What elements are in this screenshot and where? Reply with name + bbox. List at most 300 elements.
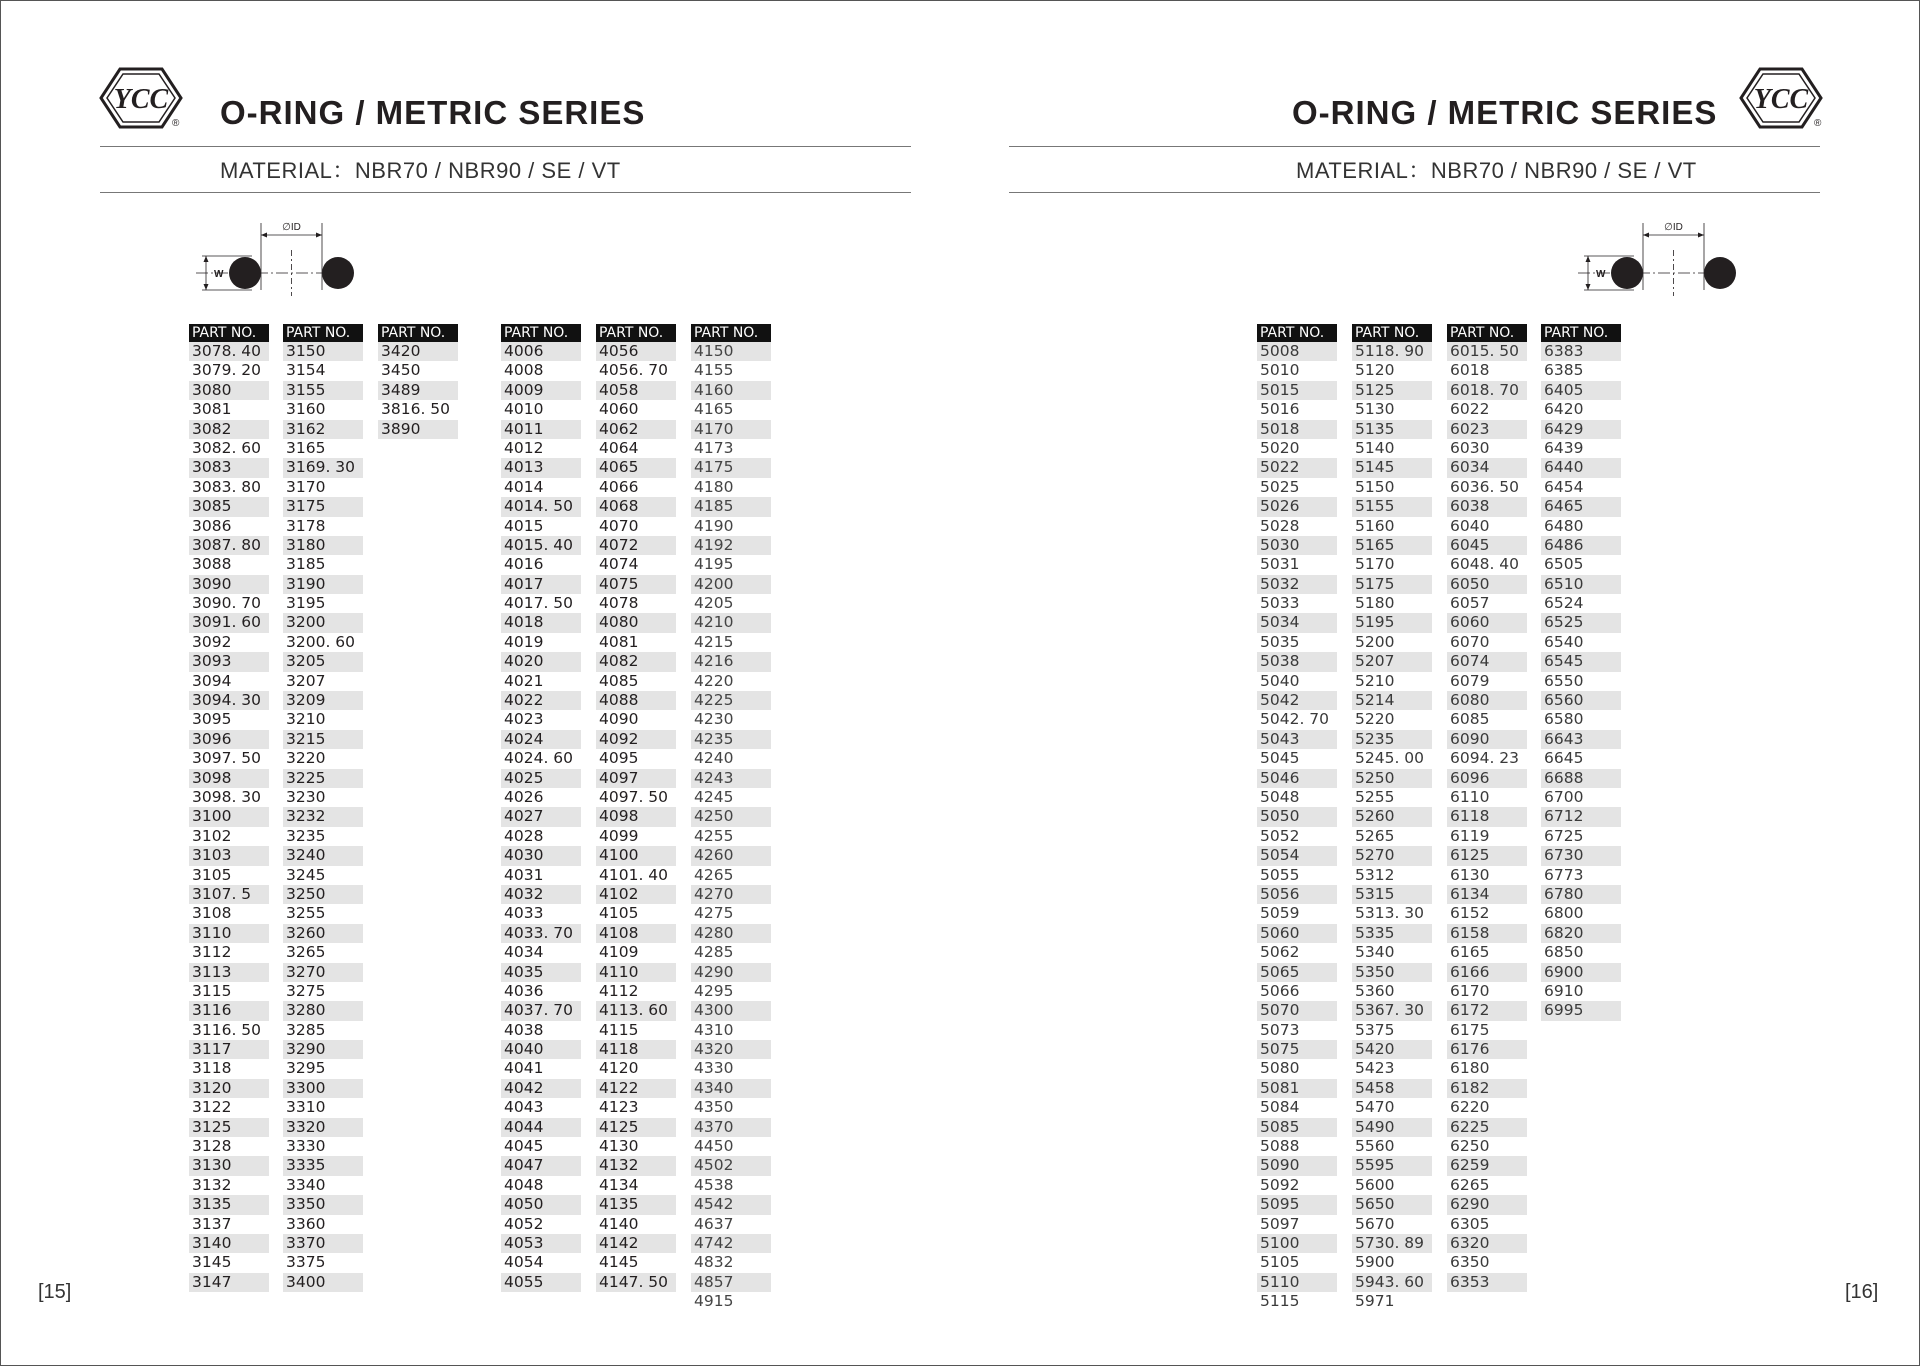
part-number-cell: 6910: [1544, 981, 1584, 1000]
part-number-cell: 4045: [504, 1137, 544, 1156]
part-number-cell: 4068: [596, 497, 676, 516]
part-number-cell: 3122: [192, 1098, 232, 1117]
part-number-cell: 5175: [1352, 575, 1432, 594]
part-number-cell: 4118: [596, 1040, 676, 1059]
part-number-cell: 3116: [189, 1001, 269, 1020]
part-number-cell: 4150: [691, 342, 771, 361]
part-number-cell: 5130: [1355, 400, 1395, 419]
part-number-cell: 4330: [694, 1059, 734, 1078]
part-number-cell: 6465: [1541, 497, 1621, 516]
part-number-cell: 5066: [1260, 981, 1300, 1000]
part-number-cell: 4031: [504, 865, 544, 884]
part-list: [1257, 342, 1337, 1312]
part-number-cell: 6250: [1450, 1137, 1490, 1156]
part-number-cell: 3130: [189, 1156, 269, 1175]
part-number-cell: 3098. 30: [192, 787, 262, 806]
part-number-cell: 4125: [596, 1118, 676, 1137]
part-number-cell: 4008: [504, 361, 544, 380]
part-number-cell: 3090. 70: [192, 594, 262, 613]
part-number-cell: 3230: [286, 787, 326, 806]
part-number-cell: 5220: [1355, 710, 1395, 729]
part-number-cell: 4300: [691, 1001, 771, 1020]
part-number-cell: 6820: [1541, 924, 1621, 943]
part-number-cell: 3083: [189, 458, 269, 477]
part-number-cell: 6018. 70: [1447, 381, 1527, 400]
part-number-cell: 4033. 70: [501, 924, 581, 943]
part-number-cell: 6440: [1541, 458, 1621, 477]
part-number-cell: 4028: [504, 826, 544, 845]
part-number-cell: 3260: [283, 924, 363, 943]
part-number-cell: 4090: [599, 710, 639, 729]
part-number-cell: 3102: [192, 826, 232, 845]
part-number-cell: 6134: [1447, 885, 1527, 904]
part-number-cell: 3147: [189, 1273, 269, 1292]
part-number-cell: 6480: [1544, 516, 1584, 535]
part-number-cell: 5084: [1260, 1098, 1300, 1117]
part-number-cell: 6385: [1544, 361, 1584, 380]
part-number-cell: 4012: [504, 438, 544, 457]
part-number-cell: 4062: [596, 420, 676, 439]
part-number-cell: 3215: [283, 730, 363, 749]
part-number-cell: 4265: [694, 865, 734, 884]
part-number-cell: 4060: [599, 400, 639, 419]
part-number-cell: 3150: [283, 342, 363, 361]
part-number-cell: 6225: [1447, 1118, 1527, 1137]
part-number-cell: 5255: [1355, 787, 1395, 806]
part-list: [1447, 342, 1527, 1292]
part-number-cell: 3125: [189, 1118, 269, 1137]
part-number-cell: 5042. 70: [1260, 710, 1330, 729]
part-number-cell: 4017. 50: [504, 594, 574, 613]
part-number-cell: 6080: [1447, 691, 1527, 710]
svg-text:YCC: YCC: [113, 84, 169, 115]
part-number-cell: 4017: [501, 575, 581, 594]
part-number-cell: 3086: [192, 516, 232, 535]
part-number-cell: 3093: [189, 652, 269, 671]
part-number-cell: 6265: [1450, 1175, 1490, 1194]
part-number-cell: 4064: [599, 438, 639, 457]
part-number-cell: 4047: [501, 1156, 581, 1175]
part-number-cell: 4108: [596, 924, 676, 943]
part-number-cell: 4109: [599, 943, 639, 962]
part-number-cell: 4113. 60: [596, 1001, 676, 1020]
part-number-cell: 4048: [504, 1175, 544, 1194]
part-number-cell: 5650: [1352, 1195, 1432, 1214]
part-number-cell: 3420: [378, 342, 458, 361]
part-no-header: PART NO.: [189, 324, 269, 342]
part-number-cell: 5040: [1260, 671, 1300, 690]
part-number-cell: 4098: [596, 807, 676, 826]
part-number-cell: 3087. 80: [189, 536, 269, 555]
part-number-cell: 5150: [1355, 477, 1395, 496]
page-number: [16]: [1845, 1281, 1879, 1303]
part-number-cell: 6290: [1447, 1195, 1527, 1214]
part-number-cell: 3128: [192, 1137, 232, 1156]
part-number-cell: 5670: [1355, 1214, 1395, 1233]
part-number-cell: 5045: [1260, 749, 1300, 768]
part-number-cell: 3300: [283, 1079, 363, 1098]
part-number-cell: 4210: [691, 613, 771, 632]
part-number-cell: 4538: [694, 1175, 734, 1194]
part-number-cell: 4032: [501, 885, 581, 904]
part-number-cell: 4185: [691, 497, 771, 516]
part-number-cell: 3360: [286, 1214, 326, 1233]
part-number-cell: 3165: [286, 438, 326, 457]
part-number-cell: 3116. 50: [192, 1020, 262, 1039]
title-rule: [1009, 146, 1820, 147]
o-ring-diagram: [1578, 218, 1748, 303]
part-number-cell: 4085: [599, 671, 639, 690]
part-number-cell: 4015: [504, 516, 544, 535]
part-column: [1257, 324, 1337, 1312]
ycc-logo: [1738, 66, 1828, 136]
part-number-cell: 6172: [1447, 1001, 1527, 1020]
part-number-cell: 5033: [1260, 594, 1300, 613]
part-number-cell: 6040: [1450, 516, 1490, 535]
part-number-cell: 4100: [596, 846, 676, 865]
part-number-cell: 4220: [694, 671, 734, 690]
part-number-cell: 5042: [1257, 691, 1337, 710]
part-number-cell: 3081: [192, 400, 232, 419]
part-number-cell: 6439: [1544, 438, 1584, 457]
part-number-cell: 3135: [189, 1195, 269, 1214]
part-number-cell: 6045: [1447, 536, 1527, 555]
part-number-cell: 3290: [283, 1040, 363, 1059]
registered-mark: ®: [172, 118, 180, 129]
part-number-cell: 4165: [694, 400, 734, 419]
part-number-cell: 6074: [1447, 652, 1527, 671]
part-number-cell: 4102: [596, 885, 676, 904]
part-column: [596, 324, 676, 1292]
part-number-cell: 3079. 20: [192, 361, 262, 380]
part-number-cell: 5250: [1352, 769, 1432, 788]
part-number-cell: 5165: [1352, 536, 1432, 555]
part-number-cell: 5110: [1257, 1273, 1337, 1292]
part-number-cell: 6405: [1541, 381, 1621, 400]
part-number-cell: 5016: [1260, 400, 1300, 419]
part-number-cell: 5048: [1260, 787, 1300, 806]
part-number-cell: 4160: [691, 381, 771, 400]
part-number-cell: 4101. 40: [599, 865, 669, 884]
part-number-cell: 4255: [694, 826, 734, 845]
part-number-cell: 6524: [1544, 594, 1584, 613]
part-list: [283, 342, 363, 1292]
part-number-cell: 3082: [189, 420, 269, 439]
part-number-cell: 3090: [189, 575, 269, 594]
part-number-cell: 3265: [286, 943, 326, 962]
part-number-cell: 3370: [283, 1234, 363, 1253]
part-number-cell: 3250: [283, 885, 363, 904]
part-number-cell: 6900: [1541, 963, 1621, 982]
part-number-cell: 3107. 5: [189, 885, 269, 904]
part-number-cell: 4038: [504, 1020, 544, 1039]
part-number-cell: 4026: [504, 787, 544, 806]
part-number-cell: 4857: [691, 1273, 771, 1292]
part-number-cell: 3245: [286, 865, 326, 884]
part-number-cell: 4033: [504, 904, 544, 923]
part-number-cell: 3209: [283, 691, 363, 710]
part-number-cell: 4275: [694, 904, 734, 923]
part-number-cell: 3175: [283, 497, 363, 516]
part-number-cell: 3103: [189, 846, 269, 865]
part-number-cell: 5031: [1260, 555, 1300, 574]
part-number-cell: 4243: [691, 769, 771, 788]
part-number-cell: 5195: [1352, 613, 1432, 632]
part-number-cell: 3207: [286, 671, 326, 690]
part-number-cell: 5092: [1260, 1175, 1300, 1194]
part-number-cell: 6220: [1450, 1098, 1490, 1117]
part-list: [1541, 342, 1621, 1021]
part-number-cell: 5600: [1355, 1175, 1395, 1194]
part-number-cell: 3285: [286, 1020, 326, 1039]
part-number-cell: 6176: [1447, 1040, 1527, 1059]
part-number-cell: 3200. 60: [286, 632, 356, 651]
part-number-cell: 4216: [691, 652, 771, 671]
part-number-cell: 5200: [1355, 632, 1395, 651]
part-number-cell: 5055: [1260, 865, 1300, 884]
part-number-cell: 6030: [1450, 438, 1490, 457]
part-number-cell: 3095: [192, 710, 232, 729]
part-number-cell: 6429: [1541, 420, 1621, 439]
material-rule: [100, 192, 911, 193]
part-number-cell: 4295: [694, 981, 734, 1000]
part-no-header: PART NO.: [596, 324, 676, 342]
part-number-cell: 5490: [1352, 1118, 1432, 1137]
part-number-cell: 4832: [694, 1253, 734, 1272]
part-number-cell: 4074: [599, 555, 639, 574]
part-number-cell: 4180: [694, 477, 734, 496]
part-number-cell: 3120: [189, 1079, 269, 1098]
part-number-cell: 5018: [1257, 420, 1337, 439]
part-number-cell: 5207: [1352, 652, 1432, 671]
part-number-cell: 6170: [1450, 981, 1490, 1000]
part-number-cell: 3097. 50: [192, 749, 262, 768]
part-number-cell: 6780: [1541, 885, 1621, 904]
part-number-cell: 6034: [1447, 458, 1527, 477]
part-column: [189, 324, 269, 1292]
part-number-cell: 4270: [691, 885, 771, 904]
part-number-cell: 4020: [501, 652, 581, 671]
title-rule: [100, 146, 911, 147]
part-number-cell: 5900: [1355, 1253, 1395, 1272]
part-number-cell: 3132: [192, 1175, 232, 1194]
part-number-cell: 5028: [1260, 516, 1300, 535]
part-number-cell: 5375: [1355, 1020, 1395, 1039]
part-number-cell: 4370: [691, 1118, 771, 1137]
part-number-cell: 6560: [1541, 691, 1621, 710]
part-number-cell: 4058: [596, 381, 676, 400]
part-number-cell: 6048. 40: [1450, 555, 1520, 574]
part-number-cell: 6050: [1447, 575, 1527, 594]
part-number-cell: 5260: [1352, 807, 1432, 826]
part-number-cell: 3145: [192, 1253, 232, 1272]
part-number-cell: 3210: [286, 710, 326, 729]
part-number-cell: 3091. 60: [189, 613, 269, 632]
part-number-cell: 3180: [283, 536, 363, 555]
part-number-cell: 5008: [1257, 342, 1337, 361]
material-line: MATERIAL：NBR70 / NBR90 / SE / VT: [220, 158, 621, 183]
part-number-cell: 6454: [1544, 477, 1584, 496]
part-number-cell: 5073: [1260, 1020, 1300, 1039]
part-number-cell: 4250: [691, 807, 771, 826]
part-number-cell: 4290: [691, 963, 771, 982]
part-number-cell: 5423: [1355, 1059, 1395, 1078]
part-number-cell: 3118: [192, 1059, 232, 1078]
part-number-cell: 5265: [1355, 826, 1395, 845]
part-number-cell: 4135: [596, 1195, 676, 1214]
svg-text:∅ID: ∅ID: [1664, 222, 1683, 233]
part-number-cell: 3088: [192, 555, 232, 574]
part-number-cell: 5155: [1352, 497, 1432, 516]
part-number-cell: 5100: [1257, 1234, 1337, 1253]
part-number-cell: 4040: [501, 1040, 581, 1059]
part-number-cell: 6152: [1450, 904, 1490, 923]
part-number-cell: 4240: [694, 749, 734, 768]
part-number-cell: 5026: [1257, 497, 1337, 516]
part-number-cell: 6180: [1450, 1059, 1490, 1078]
part-number-cell: 6730: [1541, 846, 1621, 865]
part-number-cell: 5010: [1260, 361, 1300, 380]
part-number-cell: 4042: [501, 1079, 581, 1098]
part-number-cell: 5270: [1352, 846, 1432, 865]
part-number-cell: 4450: [694, 1137, 734, 1156]
part-number-cell: 6165: [1450, 943, 1490, 962]
part-number-cell: 3220: [286, 749, 326, 768]
part-number-cell: 4011: [501, 420, 581, 439]
part-number-cell: 5081: [1257, 1079, 1337, 1098]
part-number-cell: 4123: [599, 1098, 639, 1117]
part-number-cell: 3108: [192, 904, 232, 923]
part-number-cell: 5140: [1355, 438, 1395, 457]
part-number-cell: 4195: [694, 555, 734, 574]
part-number-cell: 4142: [596, 1234, 676, 1253]
part-number-cell: 6486: [1541, 536, 1621, 555]
part-number-cell: 6166: [1447, 963, 1527, 982]
part-number-cell: 4035: [501, 963, 581, 982]
part-number-cell: 4070: [599, 516, 639, 535]
part-no-header: PART NO.: [1541, 324, 1621, 342]
part-number-cell: 3350: [283, 1195, 363, 1214]
part-number-cell: 4041: [504, 1059, 544, 1078]
part-number-cell: 3085: [189, 497, 269, 516]
part-number-cell: 6645: [1544, 749, 1584, 768]
part-number-cell: 4235: [691, 730, 771, 749]
part-number-cell: 5038: [1257, 652, 1337, 671]
part-number-cell: 4015. 40: [501, 536, 581, 555]
part-number-cell: 4175: [691, 458, 771, 477]
part-number-cell: 6096: [1447, 769, 1527, 788]
part-number-cell: 5420: [1352, 1040, 1432, 1059]
part-number-cell: 3094. 30: [189, 691, 269, 710]
part-number-cell: 3169. 30: [283, 458, 363, 477]
part-number-cell: 4190: [694, 516, 734, 535]
part-number-cell: 3330: [286, 1137, 326, 1156]
part-column: [1352, 324, 1432, 1312]
part-number-cell: 4021: [504, 671, 544, 690]
part-number-cell: 6320: [1447, 1234, 1527, 1253]
part-list: [691, 342, 771, 1312]
page-title: O-RING / METRIC SERIES: [220, 94, 646, 131]
part-number-cell: 4052: [504, 1214, 544, 1233]
part-number-cell: 5035: [1260, 632, 1300, 651]
part-number-cell: 4542: [691, 1195, 771, 1214]
part-number-cell: 3190: [283, 575, 363, 594]
part-number-cell: 6158: [1447, 924, 1527, 943]
part-number-cell: 4095: [599, 749, 639, 768]
part-number-cell: 5125: [1352, 381, 1432, 400]
part-no-header: PART NO.: [501, 324, 581, 342]
part-column: [501, 324, 581, 1292]
part-number-cell: 6015. 50: [1447, 342, 1527, 361]
part-number-cell: 6773: [1544, 865, 1584, 884]
part-number-cell: 3225: [283, 769, 363, 788]
part-number-cell: 6175: [1450, 1020, 1490, 1039]
part-number-cell: 4110: [596, 963, 676, 982]
part-number-cell: 3340: [286, 1175, 326, 1194]
part-number-cell: 5943. 60: [1352, 1273, 1432, 1292]
part-number-cell: 6060: [1447, 613, 1527, 632]
part-number-cell: 6125: [1447, 846, 1527, 865]
part-no-header: PART NO.: [283, 324, 363, 342]
part-number-cell: 4122: [596, 1079, 676, 1098]
part-number-cell: 3117: [189, 1040, 269, 1059]
part-number-cell: 6510: [1541, 575, 1621, 594]
part-number-cell: 4023: [504, 710, 544, 729]
part-number-cell: 3320: [283, 1118, 363, 1137]
part-number-cell: 6182: [1447, 1079, 1527, 1098]
part-no-header: PART NO.: [1352, 324, 1432, 342]
part-number-cell: 5971: [1355, 1292, 1395, 1311]
svg-text:YCC: YCC: [1753, 84, 1809, 115]
svg-text:W: W: [1596, 269, 1606, 280]
part-number-cell: 6643: [1541, 730, 1621, 749]
part-number-cell: 5313. 30: [1355, 904, 1425, 923]
part-number-cell: 6353: [1447, 1273, 1527, 1292]
part-number-cell: 6018: [1450, 361, 1490, 380]
part-number-cell: 5020: [1260, 438, 1300, 457]
part-number-cell: 4027: [501, 807, 581, 826]
part-number-cell: 6850: [1544, 943, 1584, 962]
part-number-cell: 3335: [283, 1156, 363, 1175]
svg-text:∅ID: ∅ID: [282, 222, 301, 233]
part-number-cell: 4075: [596, 575, 676, 594]
part-number-cell: 4024: [501, 730, 581, 749]
part-number-cell: 3205: [283, 652, 363, 671]
part-number-cell: 3310: [286, 1098, 326, 1117]
part-number-cell: 4024. 60: [504, 749, 574, 768]
part-number-cell: 4056. 70: [599, 361, 669, 380]
part-number-cell: 3140: [189, 1234, 269, 1253]
part-number-cell: 5360: [1355, 981, 1395, 1000]
part-list: [501, 342, 581, 1292]
part-number-cell: 4036: [504, 981, 544, 1000]
part-number-cell: 4066: [599, 477, 639, 496]
material-rule: [1009, 192, 1820, 193]
part-number-cell: 3115: [192, 981, 232, 1000]
part-number-cell: 3816. 50: [381, 400, 451, 419]
part-number-cell: 4053: [501, 1234, 581, 1253]
part-number-cell: 4112: [599, 981, 639, 1000]
part-number-cell: 3280: [283, 1001, 363, 1020]
part-number-cell: 5062: [1260, 943, 1300, 962]
part-number-cell: 4034: [504, 943, 544, 962]
part-number-cell: 5097: [1260, 1214, 1300, 1233]
part-number-cell: 5470: [1355, 1098, 1395, 1117]
part-number-cell: 3162: [283, 420, 363, 439]
part-number-cell: 5160: [1355, 516, 1395, 535]
part-list: [378, 342, 458, 439]
part-number-cell: 5070: [1257, 1001, 1337, 1020]
